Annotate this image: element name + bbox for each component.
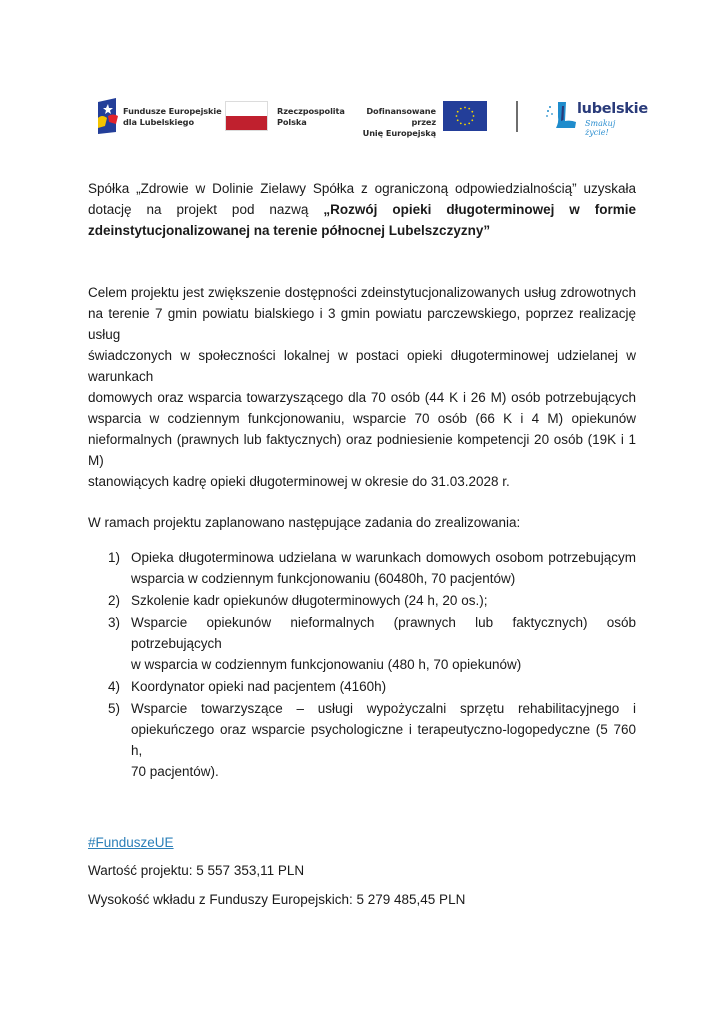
- task-number: 3): [108, 615, 121, 630]
- goal-line: na terenie 7 gmin powiatu bialskiego i 3 gmin powiatu parczewskiego, poprzez realizację usług: [88, 306, 636, 342]
- fundusze-europejskie-logo: [96, 98, 120, 134]
- tasks-intro: W ramach projektu zaplanowano następujące zadania do zrealizowania:: [88, 515, 521, 530]
- lubelskie-logo: [545, 100, 648, 137]
- goal-line: świadczonych w społeczności lokalnej w postaci opieki długoterminowej udzielanej w: [88, 348, 636, 363]
- polish-flag-icon: [225, 101, 268, 131]
- task-number: 4): [108, 679, 121, 694]
- goal-line: Celem projektu jest zwiększenie dostępności zdeinstytucjonalizowanych usług zdrowotnych: [88, 285, 636, 300]
- task-line: Opieka długoterminowa udzielana w warunkach domowych osobom potrzebującym: [131, 550, 636, 565]
- goal-paragraph: [88, 282, 636, 492]
- task-line: 70 pacjentów).: [131, 764, 219, 779]
- task-line: wsparcia w codziennym funkcjonowaniu (60480h, 70 pacjentów): [131, 571, 516, 586]
- rp-logo-line2: Polska: [277, 117, 307, 127]
- task-item: [88, 547, 636, 589]
- task-line: Szkolenie kadr opiekunów długoterminowych (24 h, 20 os.);: [131, 593, 488, 608]
- fe-logo-line1: Fundusze Europejskie: [123, 106, 222, 116]
- lubelskie-tagline: Smakuj życie!: [585, 119, 616, 137]
- task-line: Wsparcie opiekunów nieformalnych (prawnych lub faktycznych) osób potrzebujących: [131, 615, 636, 651]
- document-body: [88, 178, 636, 918]
- logo-separator: [516, 101, 518, 132]
- fundusze-ue-hashtag-link[interactable]: #FunduszeUE: [88, 835, 174, 850]
- logo-bar: [0, 0, 724, 150]
- goal-line: stanowiących kadrę opieki długoterminowej w okresie do 31.03.2028 r.: [88, 474, 510, 489]
- task-item: [88, 676, 636, 697]
- project-value: Wartość projektu: 5 557 353,11 PLN: [88, 863, 305, 878]
- eu-logo-text: [346, 106, 436, 139]
- project-title-part-2: zdeinstytucjonalizowanej na terenie północnej Lubelszczyzny”: [88, 223, 491, 238]
- fe-emblem-icon: [96, 98, 120, 134]
- task-line: Wsparcie towarzyszące – usługi wypożyczalni sprzętu rehabilitacyjnego i: [131, 701, 636, 716]
- rp-logo-line1: Rzeczpospolita: [277, 106, 345, 116]
- intro-paragraph: [88, 178, 636, 241]
- eu-flag-icon: [443, 101, 487, 131]
- task-line: Koordynator opieki nad pacjentem (4160h): [131, 679, 387, 694]
- rp-logo-text: [277, 106, 345, 128]
- fe-logo-text: [123, 106, 222, 128]
- task-line: opiekuńczego oraz wsparcie psychologiczne i terapeutyczno-logopedyczne (5 760 h,: [131, 722, 636, 758]
- eu-logo-line1: Dofinansowane przez: [366, 106, 436, 127]
- task-item: [88, 590, 636, 611]
- project-title-part-1: „Rozwój opieki długoterminowej w formie: [323, 202, 637, 217]
- task-line: w wsparcia w codziennym funkcjonowaniu (480 h, 70 opiekunów): [131, 657, 522, 672]
- goal-line: wsparcia w codziennym funkcjonowaniu, wsparcie 70 osób (66 K i 4 M) opiekunów: [88, 411, 636, 426]
- task-number: 5): [108, 701, 121, 716]
- task-number: 2): [108, 593, 121, 608]
- task-item: [88, 612, 636, 675]
- intro-line-2-plain: dotację na projekt pod nazwą: [88, 202, 309, 217]
- intro-line-1: Spółka „Zdrowie w Dolinie Zielawy Spółka z ograniczoną odpowiedzialnością” uzyskała: [88, 181, 636, 196]
- fe-logo-line2: dla Lubelskiego: [123, 117, 194, 127]
- intro-line-2: [88, 199, 636, 220]
- eu-logo-line2: Unię Europejską: [362, 128, 436, 138]
- tasks-list: [88, 547, 636, 782]
- intro-line-3: [88, 220, 636, 241]
- goal-line: warunkach: [88, 369, 154, 384]
- eu-contribution: Wysokość wkładu z Funduszy Europejskich: 5 279 485,45 PLN: [88, 892, 466, 907]
- goal-line: nieformalnych (prawnych lub faktycznych) oraz podniesienie kompetencji 20 osób (19K i 1 M): [88, 432, 636, 468]
- lubelskie-wordmark: lubelskie: [577, 101, 648, 117]
- task-item: [88, 698, 636, 782]
- goal-line: domowych oraz wsparcia towarzyszącego dla 70 osób (44 K i 26 M) osób potrzebujących: [88, 390, 636, 405]
- task-number: 1): [108, 550, 121, 565]
- lubelskie-emblem-icon: [545, 100, 577, 132]
